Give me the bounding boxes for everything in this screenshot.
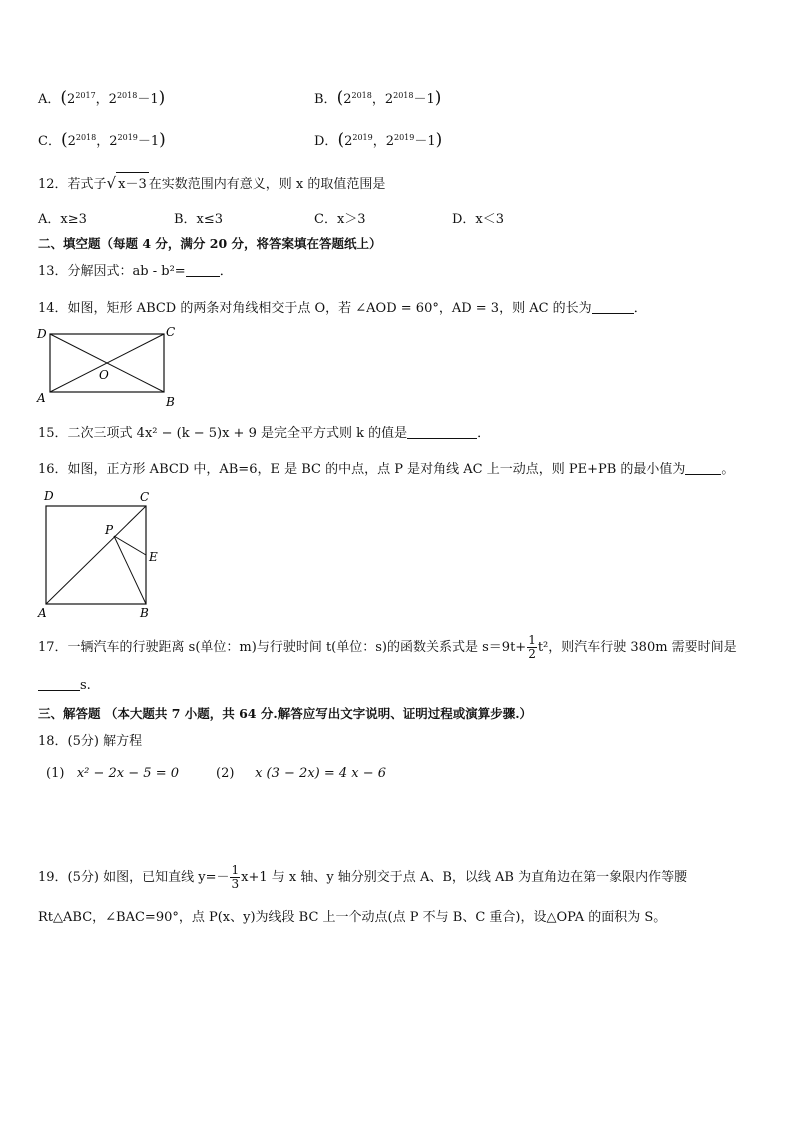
answer-blank[interactable] bbox=[186, 264, 220, 277]
label-p: P bbox=[105, 523, 114, 537]
q12-stem: 12．若式子√ x－3 在实数范围内有意义，则 x 的取值范围是 bbox=[38, 174, 386, 192]
q18-part2 bbox=[216, 766, 386, 781]
q15-text: 15．二次三项式 4x² − (k − 5)x + 9 是完全平方式则 k 的值是 bbox=[38, 426, 408, 441]
label-a: A bbox=[38, 606, 47, 620]
fraction-one-half bbox=[527, 634, 537, 661]
q19-line2: Rt△ABC，∠BAC=90°，点 P(x、y)为线段 BC 上一个动点(点 P 不与 B、C 重合)，设△OPA 的面积为 S。 bbox=[38, 910, 667, 925]
segment-pb bbox=[114, 536, 146, 604]
q18-part1 bbox=[46, 766, 179, 781]
q19-text-b: x+1 与 x 轴、y 轴分别交于点 A、B，以线 AB 为直角边在第一象限内作等腰 bbox=[241, 870, 688, 885]
q17-stem bbox=[38, 630, 737, 666]
q14-stem bbox=[38, 297, 647, 316]
label-o: O bbox=[99, 368, 109, 382]
q15-stem bbox=[38, 422, 490, 441]
q12-option-c: C．x＞3 bbox=[314, 212, 366, 227]
q17-end: s. bbox=[80, 678, 91, 693]
equation-2: x (3 − 2x) = 4 x − 6 bbox=[255, 766, 387, 781]
diagonal-ac bbox=[46, 506, 146, 604]
q18-title: 18．(5分) 解方程 bbox=[38, 734, 143, 749]
q13-end: ． bbox=[219, 264, 233, 279]
label-a: A bbox=[37, 391, 46, 405]
q17-answer-line bbox=[38, 678, 91, 693]
option-label: B． bbox=[314, 92, 337, 107]
label-b: B bbox=[140, 606, 149, 620]
q11-option-d: D．($2^{2019}$，$2^{2019}-1$) bbox=[314, 130, 443, 150]
part-label: (1) bbox=[46, 766, 65, 781]
q19-text-a: 19．(5分) 如图，已知直线 y=－ bbox=[38, 870, 230, 885]
q11-option-b: B．($2^{2018}$，$2^{2018}-1$) bbox=[314, 88, 442, 108]
q11-option-c: C．($2^{2018}$，$2^{2019}-1$) bbox=[38, 130, 166, 150]
option-label: C． bbox=[38, 134, 61, 149]
part-label: (2) bbox=[216, 766, 235, 781]
q16-stem bbox=[38, 458, 734, 477]
section2-heading: 二、填空题（每题 4 分，满分 20 分，将答案填在答题纸上） bbox=[38, 236, 382, 251]
fraction-numerator: 1 bbox=[231, 863, 240, 877]
q12-option-b: B．x≤3 bbox=[174, 212, 224, 227]
q12-radicand: x－3 bbox=[116, 172, 149, 192]
label-b: B bbox=[166, 395, 175, 409]
answer-blank[interactable] bbox=[407, 426, 477, 439]
option-label: D． bbox=[314, 134, 338, 149]
q16-square-figure bbox=[34, 486, 164, 622]
q12-suffix: 在实数范围内有意义，则 x 的取值范围是 bbox=[148, 177, 386, 192]
fraction-denominator: 2 bbox=[528, 647, 536, 661]
q14-text: 14．如图，矩形 ABCD 的两条对角线相交于点 O，若 ∠AOD = 60°，AD = 3，则 AC 的长为 bbox=[38, 301, 592, 316]
answer-blank[interactable] bbox=[38, 678, 80, 691]
q13-stem bbox=[38, 260, 233, 279]
label-c: C bbox=[166, 325, 176, 339]
label-d: D bbox=[44, 489, 54, 503]
answer-blank[interactable] bbox=[685, 462, 721, 475]
answer-blank[interactable] bbox=[592, 301, 634, 314]
q16-end: 。 bbox=[721, 462, 735, 477]
label-d: D bbox=[37, 327, 47, 341]
q12-prefix: 12．若式子 bbox=[38, 177, 107, 192]
fraction-denominator: 3 bbox=[231, 877, 240, 891]
q15-end: ． bbox=[477, 426, 491, 441]
label-c: C bbox=[140, 490, 150, 504]
q13-text: 13．分解因式：ab - b²= bbox=[38, 264, 186, 279]
option-label: A． bbox=[38, 92, 61, 107]
q12-option-a: A．x≥3 bbox=[38, 212, 87, 227]
q12-option-d: D．x＜3 bbox=[452, 212, 505, 227]
q14-end: ． bbox=[633, 301, 647, 316]
q11-option-a: A．($2^{2017}$，$2^{2018}-1$) bbox=[38, 88, 166, 108]
q16-text: 16．如图，正方形 ABCD 中，AB=6，E 是 BC 的中点，点 P 是对角线 AC 上一动点，则 PE+PB 的最小值为 bbox=[38, 462, 686, 477]
section3-heading: 三、解答题 （本大题共 7 小题，共 64 分.解答应写出文字说明、证明过程或演算步骤.） bbox=[38, 706, 533, 721]
label-e: E bbox=[149, 550, 158, 564]
fraction-one-third bbox=[230, 864, 240, 891]
fraction-numerator: 1 bbox=[528, 633, 536, 647]
q17-text-b: t²，则汽车行驶 380m 需要时间是 bbox=[537, 640, 737, 655]
equation-1: x² − 2x − 5 = 0 bbox=[76, 766, 179, 781]
q19-line1 bbox=[38, 860, 687, 896]
q17-text-a: 17．一辆汽车的行驶距离 s(单位：m)与行驶时间 t(单位：s)的函数关系式是 s＝9t+ bbox=[38, 640, 527, 655]
q14-rectangle-figure bbox=[34, 322, 184, 410]
